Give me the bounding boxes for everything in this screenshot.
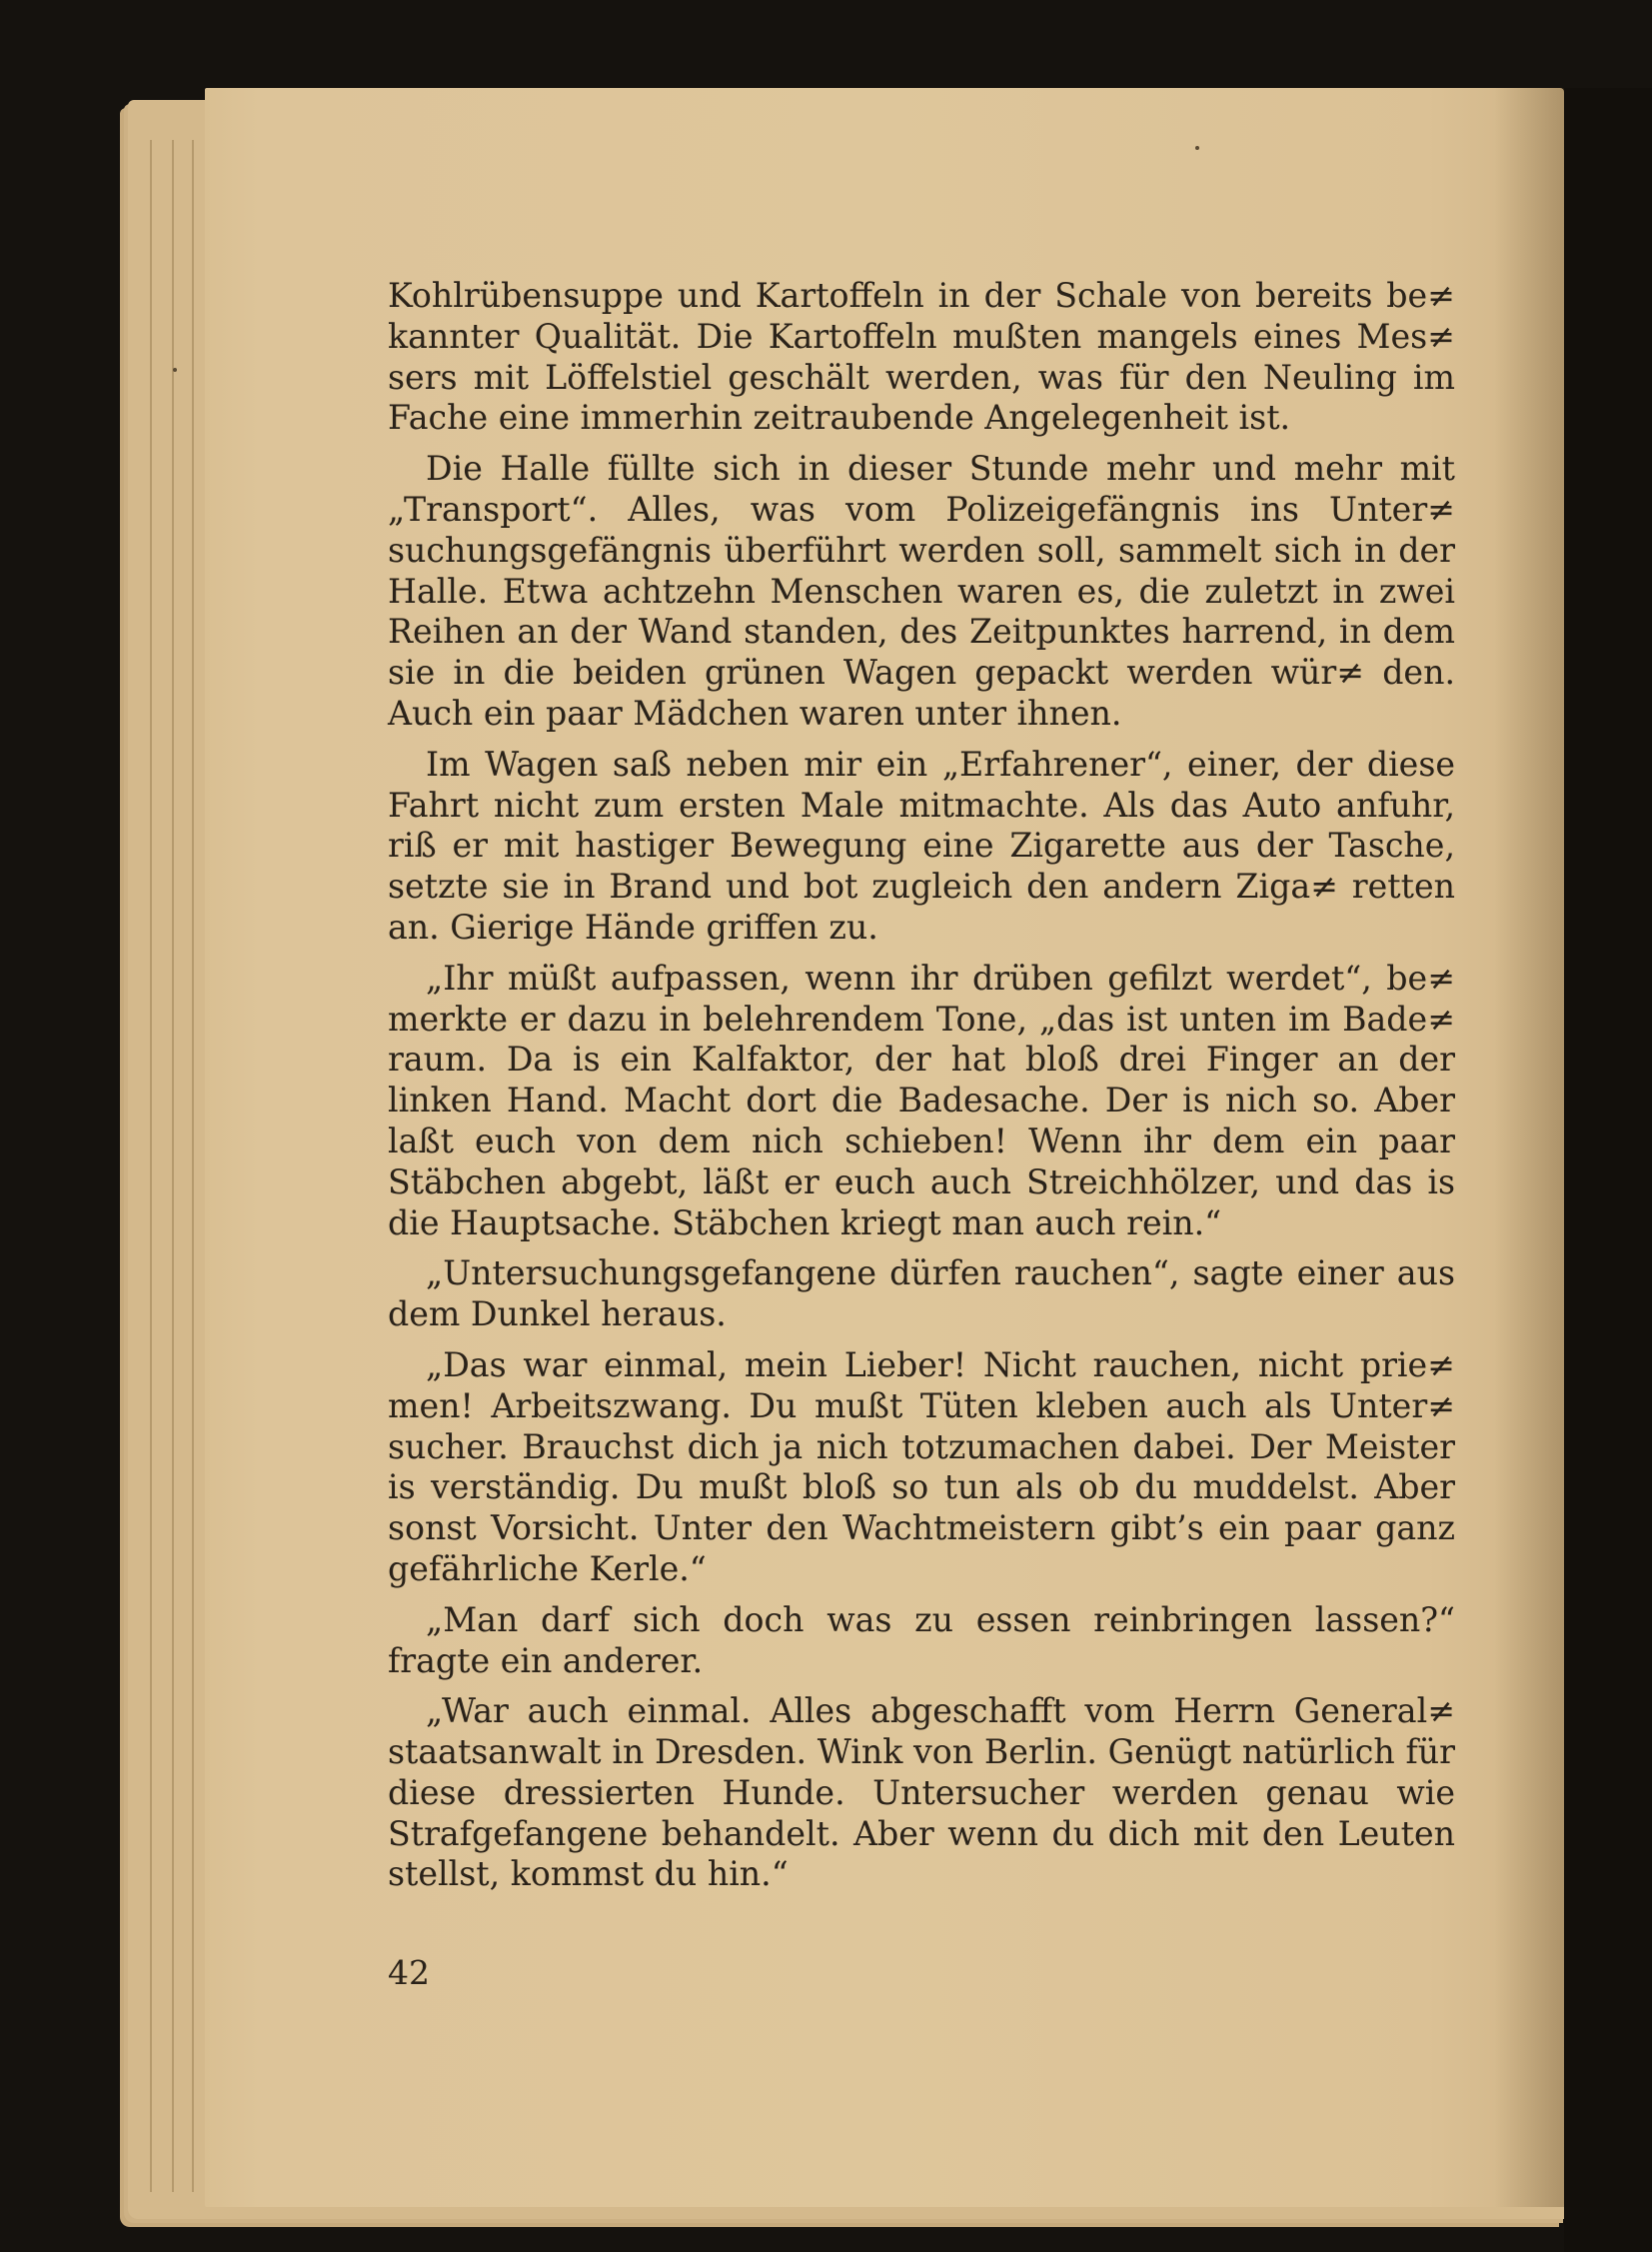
paragraph-4: „Ihr müßt aufpassen, wenn ihr drüben gefilzt werdet“, be≠ merkte er dazu in belehrendem Tone, „das ist unten im Bade≠ raum. Da is ein Kalfaktor, der hat bloß drei Finger an der linken Hand. Macht dort die Badesache. Der is nich so. Aber laßt euch von dem nich schieben! Wenn ihr dem ein paar Stäbchen abgebt, läßt er euch auch Streichhölzer, und das is die Hauptsache. Stäbchen kriegt man auch rein.“ (388, 958, 1455, 1242)
paragraph-5: „Untersuchungsgefangene dürfen rauchen“, sagte einer aus dem Dunkel heraus. (388, 1253, 1455, 1334)
gutter-shadow (1494, 88, 1564, 2207)
page-edge-line (150, 140, 152, 2192)
paragraph-2: Die Halle füllte sich in dieser Stunde mehr und mehr mit „Transport“. Alles, was vom Polizeigefängnis ins Unter≠ suchungsgefängnis überführt werden soll, sammelt sich in der Halle. Etwa achtzehn Menschen waren es, die zuletzt in zwei Reihen an der Wand standen, des Zeitpunktes harrend, in dem sie in die beiden grünen Wagen gepackt werden wür≠ den. Auch ein paar Mädchen waren unter ihnen. (388, 449, 1455, 733)
binding-shadow (1564, 88, 1652, 2252)
paper-speck (1195, 146, 1199, 150)
body-text (388, 276, 1455, 1905)
page-number: 42 (388, 1953, 430, 1992)
paragraph-8: „War auch einmal. Alles abgeschafft vom Herrn General≠ staatsanwalt in Dresden. Wink von Berlin. Genügt natürlich für diese dressierten Hunde. Untersucher werden genau wie Strafgefangene behandelt. Aber wenn du dich mit den Leuten stellst, kommst du hin.“ (388, 1691, 1455, 1894)
paragraph-1: Kohlrübensuppe und Kartoffeln in der Schale von bereits be≠ kannter Qualität. Die Kartoffeln mußten mangels eines Mes≠ sers mit Löffelstiel geschält werden, was für den Neuling im Fache eine immerhin zeitraubende Angelegenheit ist. (388, 276, 1455, 438)
page-edge-line (192, 140, 194, 2192)
paragraph-3: Im Wagen saß neben mir ein „Erfahrener“, einer, der diese Fahrt nicht zum ersten Male mitmachte. Als das Auto anfuhr, riß er mit hastiger Bewegung eine Zigarette aus der Tasche, setzte sie in Brand und bot zugleich den andern Ziga≠ retten an. Gierige Hände griffen zu. (388, 744, 1455, 947)
page-edge-line (172, 140, 174, 2192)
paper-speck (173, 368, 177, 372)
paragraph-6: „Das war einmal, mein Lieber! Nicht rauchen, nicht prie≠ men! Arbeitszwang. Du mußt Tüten kleben auch als Unter≠ sucher. Brauchst dich ja nich totzumachen dabei. Der Meister is verständig. Du mußt bloß so tun als ob du muddelst. Aber sonst Vorsicht. Unter den Wachtmeistern gibt’s ein paar ganz gefährliche Kerle.“ (388, 1344, 1455, 1588)
paragraph-7: „Man darf sich doch was zu essen reinbringen lassen?“ fragte ein anderer. (388, 1599, 1455, 1680)
